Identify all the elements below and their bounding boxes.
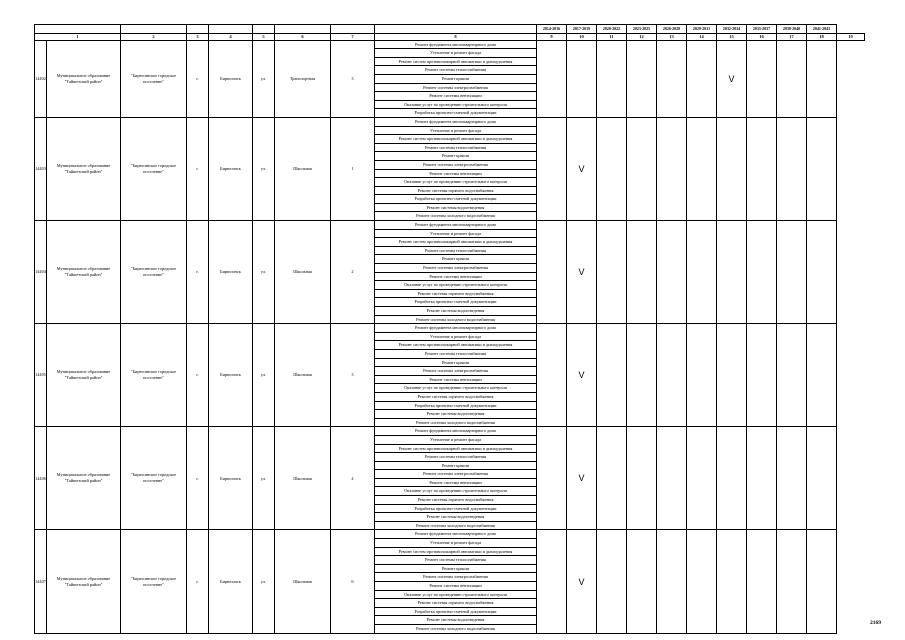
record-id: 14407 [35,530,47,633]
year-header: 2020-2022 [597,25,627,34]
house-number-cell: 4 [331,427,375,530]
column-number: 2 [121,33,187,40]
work-type-cell: Оказание услуг по проведению строительного контроля [375,100,537,109]
period-cell [717,221,747,324]
work-type-cell: Ремонт системы горячего водоснабжения [375,392,537,401]
year-header: 2026-2028 [657,25,687,34]
column-number: 7 [331,33,375,40]
period-mark-cell: V [717,40,747,117]
period-cell [717,117,747,220]
year-header: 2017-2019 [567,25,597,34]
period-cell [627,427,657,530]
work-type-cell: Ремонт системы теплоснабжения [375,453,537,462]
city-cell: Бирюсинск [209,221,253,324]
work-type-cell: Оказание услуг по проведению строительного контроля [375,281,537,290]
work-type-cell: Ремонт системы горячего водоснабжения [375,186,537,195]
settlement-cell: "Бирюсинское городское поселение" [121,324,187,427]
work-type-cell: Ремонт крыши [375,152,537,161]
period-cell [597,530,627,633]
period-cell [657,427,687,530]
period-cell [687,221,717,324]
record-id: 14406 [35,427,47,530]
street-cell: Школьная [275,427,331,530]
work-type-cell: Ремонт системы теплоснабжения [375,349,537,358]
column-number: 13 [657,33,687,40]
work-type-cell: Утепление и ремонт фасада [375,332,537,341]
period-cell [687,427,717,530]
period-cell [747,117,777,220]
record-id: 14404 [35,221,47,324]
work-type-cell: Ремонт системы водоотведения [375,513,537,522]
page-number: 2169 [870,620,881,626]
work-type-cell: Разработка проектно-сметной документации [375,504,537,513]
street-cell: Школьная [275,221,331,324]
period-cell [807,117,837,220]
city-cell: Бирюсинск [209,40,253,117]
work-type-cell: Утепление и ремонт фасада [375,49,537,58]
period-cell [537,221,567,324]
period-cell [657,530,687,633]
work-type-cell: Ремонт крыши [375,255,537,264]
column-number-row [35,33,865,40]
street-type-cell: ул. [253,427,275,530]
column-number: 18 [807,33,837,40]
work-type-cell: Ремонт системы холодного водоснабжения [375,521,537,530]
work-type-cell: Ремонт крыши [375,358,537,367]
settlement-cell: "Бирюсинское городское поселение" [121,427,187,530]
column-number: 12 [627,33,657,40]
house-number-cell: 2 [331,221,375,324]
period-cell [717,324,747,427]
record-id: 14402 [35,40,47,117]
year-header: 2029-2031 [687,25,717,34]
period-cell [657,40,687,117]
capital-repair-table [34,24,865,634]
work-type-cell: Ремонт систем противопожарной автоматики и дымоудаления [375,135,537,144]
table-row [35,40,865,49]
column-number: 17 [777,33,807,40]
locality-type-cell: г. [187,117,209,220]
period-cell [627,530,657,633]
house-number-cell: 3 [331,40,375,117]
period-cell [777,40,807,117]
header-blank-cell [209,25,253,34]
work-type-cell: Ремонт системы электроснабжения [375,367,537,376]
work-type-cell: Ремонт системы теплоснабжения [375,556,537,565]
period-cell [627,324,657,427]
column-number: 1 [35,33,121,40]
period-cell [807,427,837,530]
work-type-cell: Ремонт фундамента многоквартирного дома [375,324,537,333]
column-number: 8 [375,33,537,40]
period-cell [777,221,807,324]
period-cell [537,40,567,117]
work-type-cell: Ремонт систем противопожарной автоматики и дымоудаления [375,341,537,350]
table-row [35,117,865,126]
work-type-cell: Оказание услуг по проведению строительного контроля [375,384,537,393]
work-type-cell: Утепление и ремонт фасада [375,229,537,238]
work-type-cell: Утепление и ремонт фасада [375,539,537,548]
work-type-cell: Ремонт системы водоотведения [375,616,537,625]
locality-type-cell: г. [187,221,209,324]
work-type-cell: Ремонт крыши [375,74,537,83]
header-blank-cell [253,25,275,34]
municipality-cell: Муниципальное образование "Тайшетский район" [47,530,121,633]
locality-type-cell: г. [187,40,209,117]
period-cell [807,221,837,324]
period-cell [597,427,627,530]
street-cell: Школьная [275,324,331,427]
city-cell: Бирюсинск [209,324,253,427]
period-cell [747,427,777,530]
work-type-cell: Ремонт системы вентиляции [375,478,537,487]
work-type-cell: Ремонт фундамента многоквартирного дома [375,530,537,539]
period-mark-cell: V [567,530,597,633]
settlement-cell: "Бирюсинское городское поселение" [121,221,187,324]
house-number-cell: 6 [331,530,375,633]
municipality-cell: Муниципальное образование "Тайшетский район" [47,117,121,220]
work-type-cell: Ремонт системы горячего водоснабжения [375,599,537,608]
work-type-cell: Утепление и ремонт фасада [375,435,537,444]
period-cell [627,221,657,324]
settlement-cell: "Бирюсинское городское поселение" [121,530,187,633]
work-type-cell: Ремонт системы холодного водоснабжения [375,418,537,427]
period-cell [597,221,627,324]
work-type-cell: Ремонт систем противопожарной автоматики и дымоудаления [375,547,537,556]
work-type-cell: Ремонт системы холодного водоснабжения [375,315,537,324]
period-cell [597,324,627,427]
work-type-cell: Ремонт системы электроснабжения [375,470,537,479]
period-cell [747,324,777,427]
period-cell [537,117,567,220]
period-cell [777,324,807,427]
period-cell [537,530,567,633]
period-cell [657,117,687,220]
column-number: 9 [537,33,567,40]
period-cell [687,530,717,633]
record-id: 14403 [35,117,47,220]
year-header: 2041-2043 [807,25,837,34]
work-type-cell: Оказание услуг по проведению строительного контроля [375,178,537,187]
period-cell [807,530,837,633]
period-cell [657,221,687,324]
work-type-cell: Ремонт системы вентиляции [375,169,537,178]
period-cell [747,221,777,324]
period-cell [627,40,657,117]
period-cell [807,324,837,427]
house-number-cell: 3 [331,324,375,427]
header-blank-cell [375,25,537,34]
column-number: 11 [597,33,627,40]
settlement-cell: "Бирюсинское городское поселение" [121,117,187,220]
work-type-cell: Ремонт системы теплоснабжения [375,66,537,75]
period-mark-cell: V [567,221,597,324]
table-row [35,324,865,333]
period-cell [567,40,597,117]
work-type-cell: Ремонт системы электроснабжения [375,573,537,582]
work-type-cell: Оказание услуг по проведению строительного контроля [375,487,537,496]
column-number: 15 [717,33,747,40]
table-row [35,530,865,539]
period-mark-cell: V [567,117,597,220]
period-cell [777,530,807,633]
period-cell [537,427,567,530]
street-cell: Транспортная [275,40,331,117]
city-cell: Бирюсинск [209,427,253,530]
period-cell [807,40,837,117]
work-type-cell: Разработка проектно-сметной документации [375,607,537,616]
work-type-cell: Ремонт системы холодного водоснабжения [375,624,537,633]
street-cell: Школьная [275,530,331,633]
period-cell [597,117,627,220]
column-number: 3 [187,33,209,40]
period-cell [537,324,567,427]
locality-type-cell: г. [187,324,209,427]
work-type-cell: Ремонт системы водоотведения [375,203,537,212]
column-number: 4 [209,33,253,40]
work-type-cell: Ремонт системы горячего водоснабжения [375,496,537,505]
period-cell [687,40,717,117]
street-type-cell: ул. [253,221,275,324]
column-number: 6 [275,33,331,40]
work-type-cell: Ремонт системы вентиляции [375,582,537,591]
street-type-cell: ул. [253,324,275,427]
column-number: 5 [253,33,275,40]
column-number: 14 [687,33,717,40]
period-cell [657,324,687,427]
work-type-cell: Ремонт крыши [375,564,537,573]
work-type-cell: Утепление и ремонт фасада [375,126,537,135]
street-cell: Школьная [275,117,331,220]
work-type-cell: Ремонт систем противопожарной автоматики и дымоудаления [375,57,537,66]
work-type-cell: Ремонт системы вентиляции [375,92,537,101]
work-type-cell: Ремонт системы водоотведения [375,410,537,419]
column-number: 19 [837,33,865,40]
work-type-cell: Ремонт крыши [375,461,537,470]
work-type-cell: Ремонт системы горячего водоснабжения [375,289,537,298]
settlement-cell: "Бирюсинское городское поселение" [121,40,187,117]
street-type-cell: ул. [253,117,275,220]
record-id: 14405 [35,324,47,427]
year-header: 2023-2025 [627,25,657,34]
header-blank-cell [121,25,187,34]
city-cell: Бирюсинск [209,530,253,633]
period-mark-cell: V [567,324,597,427]
period-cell [777,117,807,220]
period-cell [777,427,807,530]
work-type-cell: Ремонт системы электроснабжения [375,160,537,169]
period-mark-cell: V [567,427,597,530]
municipality-cell: Муниципальное образование "Тайшетский район" [47,324,121,427]
work-type-cell: Ремонт фундамента многоквартирного дома [375,221,537,230]
locality-type-cell: г. [187,427,209,530]
locality-type-cell: г. [187,530,209,633]
work-type-cell: Оказание услуг по проведению строительного контроля [375,590,537,599]
work-type-cell: Ремонт систем противопожарной автоматики и дымоудаления [375,238,537,247]
work-type-cell: Разработка проектно-сметной документации [375,298,537,307]
period-cell [747,40,777,117]
work-type-cell: Разработка проектно-сметной документации [375,195,537,204]
work-type-cell: Ремонт фундамента многоквартирного дома [375,427,537,436]
header-blank-cell [35,25,121,34]
city-cell: Бирюсинск [209,117,253,220]
table-body [35,25,865,634]
column-number: 10 [567,33,597,40]
year-header: 2014-2016 [537,25,567,34]
period-cell [687,324,717,427]
work-type-cell: Ремонт фундамента многоквартирного дома [375,40,537,49]
period-cell [717,530,747,633]
column-number: 16 [747,33,777,40]
street-type-cell: ул. [253,40,275,117]
municipality-cell: Муниципальное образование "Тайшетский район" [47,427,121,530]
work-type-cell: Ремонт системы водоотведения [375,307,537,316]
header-blank-cell [275,25,331,34]
period-cell [627,117,657,220]
municipality-cell: Муниципальное образование "Тайшетский район" [47,40,121,117]
period-cell [747,530,777,633]
work-type-cell: Ремонт фундамента многоквартирного дома [375,117,537,126]
work-type-cell: Ремонт системы холодного водоснабжения [375,212,537,221]
table-row [35,427,865,436]
street-type-cell: ул. [253,530,275,633]
header-blank-cell [187,25,209,34]
period-cell [687,117,717,220]
work-type-cell: Ремонт системы теплоснабжения [375,246,537,255]
year-header: 2032-2034 [717,25,747,34]
year-header-row [35,25,865,34]
period-cell [597,40,627,117]
work-type-cell: Ремонт системы электроснабжения [375,83,537,92]
work-type-cell: Разработка проектно-сметной документации [375,109,537,118]
work-type-cell: Ремонт системы электроснабжения [375,264,537,273]
work-type-cell: Ремонт системы вентиляции [375,272,537,281]
municipality-cell: Муниципальное образование "Тайшетский район" [47,221,121,324]
year-header: 2038-2040 [777,25,807,34]
header-blank-cell [331,25,375,34]
work-type-cell: Ремонт систем противопожарной автоматики и дымоудаления [375,444,537,453]
year-header: 2035-2037 [747,25,777,34]
period-cell [717,427,747,530]
house-number-cell: 1 [331,117,375,220]
work-type-cell: Ремонт системы теплоснабжения [375,143,537,152]
work-type-cell: Разработка проектно-сметной документации [375,401,537,410]
work-type-cell: Ремонт системы вентиляции [375,375,537,384]
table-row [35,221,865,230]
